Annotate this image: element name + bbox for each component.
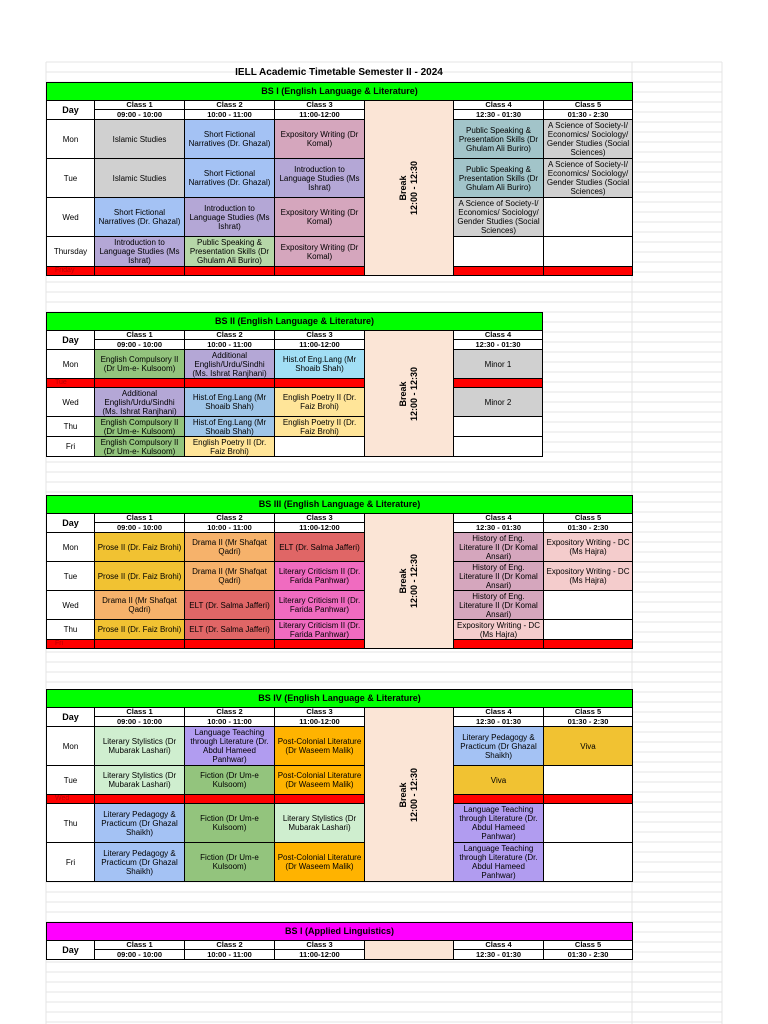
day-label: Mon bbox=[47, 120, 95, 159]
class-cell: Minor 1 bbox=[454, 350, 543, 379]
time-slot-5: 01:30 - 2:30 bbox=[544, 110, 633, 120]
class3-header: Class 3 bbox=[275, 941, 365, 950]
time-slot-3: 11:00-12:00 bbox=[275, 717, 365, 727]
day-header: Day bbox=[47, 101, 95, 120]
class-cell: Prose II (Dr. Faiz Brohi) bbox=[95, 562, 185, 591]
class-cell: A Science of Society-I/ Economics/ Sociology/ Gender Studies (Social Sciences) bbox=[454, 198, 544, 237]
time-slot-2: 10:00 - 11:00 bbox=[185, 717, 275, 727]
bs1-timetable bbox=[46, 82, 633, 276]
day-header: Day bbox=[47, 514, 95, 533]
empty-cell bbox=[544, 843, 633, 882]
time-slot-2: 10:00 - 11:00 bbox=[185, 523, 275, 533]
time-slot-5: 01:30 - 2:30 bbox=[544, 717, 633, 727]
empty-cell bbox=[544, 620, 633, 640]
class-cell: Post-Colonial Literature (Dr Waseem Malik) bbox=[275, 843, 365, 882]
class1-header: Class 1 bbox=[95, 101, 185, 110]
day-header: Day bbox=[47, 708, 95, 727]
day-label: Fri bbox=[47, 843, 95, 882]
class4-header: Class 4 bbox=[454, 101, 544, 110]
day-label: Thu bbox=[47, 620, 95, 640]
class-cell: Fiction (Dr Um-e Kulsoom) bbox=[185, 804, 275, 843]
bs3-timetable bbox=[46, 495, 633, 649]
class-cell: Introduction to Language Studies (Ms Ishrat) bbox=[185, 198, 275, 237]
empty-cell bbox=[454, 417, 543, 437]
class-cell: Literary Pedagogy & Practicum (Dr Ghazal Shaikh) bbox=[95, 843, 185, 882]
break-column bbox=[365, 941, 454, 960]
class2-header: Class 2 bbox=[185, 514, 275, 523]
page-title: IELL Academic Timetable Semester II - 2024 bbox=[235, 67, 443, 78]
empty-cell bbox=[544, 766, 633, 795]
break-label: Break bbox=[397, 781, 408, 808]
class1-header: Class 1 bbox=[95, 708, 185, 717]
bs2-timetable bbox=[46, 312, 543, 457]
class4-header: Class 4 bbox=[454, 514, 544, 523]
time-slot-3: 11:00-12:00 bbox=[275, 110, 365, 120]
time-slot-1: 09:00 - 10:00 bbox=[95, 110, 185, 120]
empty-cell bbox=[454, 237, 544, 267]
class-cell: Literary Criticism II (Dr. Farida Panhwar) bbox=[275, 562, 365, 591]
break-time: 12:00 - 12:30 bbox=[408, 366, 419, 421]
class-cell: English Poetry II (Dr. Faiz Brohi) bbox=[275, 417, 365, 437]
day-label: Tue bbox=[47, 766, 95, 795]
class3-header: Class 3 bbox=[275, 708, 365, 717]
class-cell: English Compulsory II (Dr Um-e- Kulsoom) bbox=[95, 417, 185, 437]
class5-header: Class 5 bbox=[544, 101, 633, 110]
class-cell: Post-Colonial Literature (Dr Waseem Malik) bbox=[275, 766, 365, 795]
time-slot-3: 11:00-12:00 bbox=[275, 523, 365, 533]
class-cell: Language Teaching through Literature (Dr. Abdul Hameed Panhwar) bbox=[185, 727, 275, 766]
class-cell: Additional English/Urdu/Sindhi (Ms. Ishrat Ranjhani) bbox=[185, 350, 275, 379]
class-cell: ELT (Dr. Salma Jafferi) bbox=[185, 620, 275, 640]
time-slot-4: 12:30 - 01:30 bbox=[454, 340, 543, 350]
class-cell: Public Speaking & Presentation Skills (Dr Ghulam Ali Burirо) bbox=[454, 120, 544, 159]
break-time: 12:00 - 12:30 bbox=[408, 553, 419, 609]
time-slot-1: 09:00 - 10:00 bbox=[95, 340, 185, 350]
class5-header: Class 5 bbox=[544, 708, 633, 717]
bs3-header: BS III (English Language & Literature) bbox=[47, 496, 633, 514]
break-time: 12:00 - 12:30 bbox=[408, 767, 419, 822]
class-cell: Fiction (Dr Um-e Kulsoom) bbox=[185, 766, 275, 795]
class-cell: Literary Stylistics (Dr Mubarak Lashari) bbox=[95, 766, 185, 795]
class-cell: Language Teaching through Literature (Dr. Abdul Hameed Panhwar) bbox=[454, 804, 544, 843]
day-label: Thu bbox=[47, 804, 95, 843]
class3-header: Class 3 bbox=[275, 331, 365, 340]
class-cell: Literary Criticism II (Dr. Farida Panhwar) bbox=[275, 620, 365, 640]
class-cell: Expository Writing - DC (Ms Hajra) bbox=[544, 562, 633, 591]
class-cell: English Poetry II (Dr. Faiz Brohi) bbox=[185, 437, 275, 457]
class-cell: Expository Writing (Dr Komal) bbox=[275, 198, 365, 237]
off-day-label: Fri bbox=[47, 640, 95, 649]
class-cell: Introduction to Language Studies (Ms Ishrat) bbox=[275, 159, 365, 198]
class-cell: History of Eng. Literature II (Dr Komal Ansari) bbox=[454, 562, 544, 591]
class5-header: Class 5 bbox=[544, 514, 633, 523]
day-label: Mon bbox=[47, 350, 95, 379]
class4-header: Class 4 bbox=[454, 708, 544, 717]
break-column bbox=[365, 708, 454, 882]
class-cell: Expository Writing - DC (Ms Hajra) bbox=[454, 620, 544, 640]
class2-header: Class 2 bbox=[185, 101, 275, 110]
class-cell: Hist.of Eng.Lang (Mr Shoaib Shah) bbox=[275, 350, 365, 379]
class2-header: Class 2 bbox=[185, 708, 275, 717]
day-label: Tue bbox=[47, 159, 95, 198]
day-label: Tue bbox=[47, 562, 95, 591]
class1-header: Class 1 bbox=[95, 514, 185, 523]
class1-header: Class 1 bbox=[95, 941, 185, 950]
class-cell: Drama II (Mr Shafqat Qadri) bbox=[185, 533, 275, 562]
class-cell: Literary Stylistics (Dr Mubarak Lashari) bbox=[275, 804, 365, 843]
bs2-header: BS II (English Language & Literature) bbox=[47, 313, 543, 331]
day-header: Day bbox=[47, 941, 95, 960]
time-slot-3: 11:00-12:00 bbox=[275, 950, 365, 960]
empty-cell bbox=[544, 591, 633, 620]
class3-header: Class 3 bbox=[275, 101, 365, 110]
class-cell: Language Teaching through Literature (Dr. Abdul Hameed Panhwar) bbox=[454, 843, 544, 882]
bsal-header: BS I (Applied Linguistics) bbox=[47, 923, 633, 941]
off-day-label: Wed bbox=[47, 795, 95, 804]
break-column bbox=[365, 101, 454, 276]
class-cell: Islamic Studies bbox=[95, 120, 185, 159]
time-slot-1: 09:00 - 10:00 bbox=[95, 523, 185, 533]
class-cell: Hist.of Eng.Lang (Mr Shoaib Shah) bbox=[185, 417, 275, 437]
class-cell: Prose II (Dr. Faiz Brohi) bbox=[95, 620, 185, 640]
class4-header: Class 4 bbox=[454, 331, 543, 340]
class-cell: Islamic Studies bbox=[95, 159, 185, 198]
time-slot-1: 09:00 - 10:00 bbox=[95, 717, 185, 727]
break-column bbox=[365, 514, 454, 649]
off-day-label: Tue bbox=[47, 379, 95, 388]
empty-cell bbox=[275, 437, 365, 457]
day-label: Wed bbox=[47, 198, 95, 237]
break-label: Break bbox=[397, 175, 408, 201]
class-cell: Fiction (Dr Um-e Kulsoom) bbox=[185, 843, 275, 882]
class1-header: Class 1 bbox=[95, 331, 185, 340]
empty-cell bbox=[544, 237, 633, 267]
class-cell: Viva bbox=[454, 766, 544, 795]
class-cell: ELT (Dr. Salma Jafferi) bbox=[185, 591, 275, 620]
class4-header: Class 4 bbox=[454, 941, 544, 950]
break-label: Break bbox=[397, 380, 408, 407]
time-slot-3: 11:00-12:00 bbox=[275, 340, 365, 350]
break-column bbox=[365, 331, 454, 457]
class5-header: Class 5 bbox=[544, 941, 633, 950]
day-label: Thursday bbox=[47, 237, 95, 267]
time-slot-4: 12:30 - 01:30 bbox=[454, 523, 544, 533]
empty-cell bbox=[544, 198, 633, 237]
class-cell: Additional English/Urdu/Sindhi (Ms. Ishrat Ranjhani) bbox=[95, 388, 185, 417]
class-cell: ELT (Dr. Salma Jafferi) bbox=[275, 533, 365, 562]
class-cell: English Compulsory II (Dr Um-e- Kulsoom) bbox=[95, 350, 185, 379]
time-slot-4: 12:30 - 01:30 bbox=[454, 717, 544, 727]
class-cell: Literary Pedagogy & Practicum (Dr Ghazal Shaikh) bbox=[95, 804, 185, 843]
class2-header: Class 2 bbox=[185, 941, 275, 950]
class-cell: Short Fictional Narratives (Dr. Ghazal) bbox=[185, 120, 275, 159]
class-cell: History of Eng. Literature II (Dr Komal Ansari) bbox=[454, 533, 544, 562]
class-cell: Expository Writing - DC (Ms Hajra) bbox=[544, 533, 633, 562]
class-cell: Short Fictional Narratives (Dr. Ghazal) bbox=[95, 198, 185, 237]
class-cell: Expository Writing (Dr Komal) bbox=[275, 120, 365, 159]
break-label: Break bbox=[397, 568, 408, 594]
time-slot-1: 09:00 - 10:00 bbox=[95, 950, 185, 960]
class-cell: Literary Stylistics (Dr Mubarak Lashari) bbox=[95, 727, 185, 766]
bs4-timetable bbox=[46, 689, 633, 882]
class-cell: Viva bbox=[544, 727, 633, 766]
day-label: Wed bbox=[47, 388, 95, 417]
class-cell: A Science of Society-I/ Economics/ Sociology/ Gender Studies (Social Sciences) bbox=[544, 120, 633, 159]
break-time: 12:00 - 12:30 bbox=[408, 160, 419, 216]
class-cell: Literary Criticism II (Dr. Farida Panhwar) bbox=[275, 591, 365, 620]
class-cell: Public Speaking & Presentation Skills (Dr Ghulam Ali Burirо) bbox=[185, 237, 275, 267]
time-slot-5: 01:30 - 2:30 bbox=[544, 950, 633, 960]
class-cell: Hist.of Eng.Lang (Mr Shoaib Shah) bbox=[185, 388, 275, 417]
empty-cell bbox=[454, 437, 543, 457]
class-cell: English Compulsory II (Dr Um-e- Kulsoom) bbox=[95, 437, 185, 457]
off-day-label: Friday bbox=[47, 267, 95, 276]
time-slot-5: 01:30 - 2:30 bbox=[544, 523, 633, 533]
class-cell: History of Eng. Literature II (Dr Komal Ansari) bbox=[454, 591, 544, 620]
class3-header: Class 3 bbox=[275, 514, 365, 523]
day-label: Thu bbox=[47, 417, 95, 437]
class-cell: Introduction to Language Studies (Ms Ishrat) bbox=[95, 237, 185, 267]
class-cell: Short Fictional Narratives (Dr. Ghazal) bbox=[185, 159, 275, 198]
bsal-timetable bbox=[46, 922, 633, 960]
class-cell: Minor 2 bbox=[454, 388, 543, 417]
class-cell: Post-Colonial Literature (Dr Waseem Malik) bbox=[275, 727, 365, 766]
class-cell: Drama II (Mr Shafqat Qadri) bbox=[95, 591, 185, 620]
time-slot-2: 10:00 - 11:00 bbox=[185, 950, 275, 960]
day-label: Fri bbox=[47, 437, 95, 457]
time-slot-4: 12:30 - 01:30 bbox=[454, 950, 544, 960]
day-label: Mon bbox=[47, 727, 95, 766]
day-label: Mon bbox=[47, 533, 95, 562]
class-cell: Public Speaking & Presentation Skills (Dr Ghulam Ali Burirо) bbox=[454, 159, 544, 198]
time-slot-2: 10:00 - 11:00 bbox=[185, 110, 275, 120]
bs1-header: BS I (English Language & Literature) bbox=[47, 83, 633, 101]
day-header: Day bbox=[47, 331, 95, 350]
time-slot-4: 12:30 - 01:30 bbox=[454, 110, 544, 120]
time-slot-2: 10:00 - 11:00 bbox=[185, 340, 275, 350]
class-cell: Drama II (Mr Shafqat Qadri) bbox=[185, 562, 275, 591]
class-cell: Expository Writing (Dr Komal) bbox=[275, 237, 365, 267]
bs4-header: BS IV (English Language & Literature) bbox=[47, 690, 633, 708]
day-label: Wed bbox=[47, 591, 95, 620]
class-cell: Prose II (Dr. Faiz Brohi) bbox=[95, 533, 185, 562]
class2-header: Class 2 bbox=[185, 331, 275, 340]
empty-cell bbox=[544, 804, 633, 843]
class-cell: Literary Pedagogy & Practicum (Dr Ghazal Shaikh) bbox=[454, 727, 544, 766]
class-cell: English Poetry II (Dr. Faiz Brohi) bbox=[275, 388, 365, 417]
class-cell: A Science of Society-I/ Economics/ Sociology/ Gender Studies (Social Sciences) bbox=[544, 159, 633, 198]
